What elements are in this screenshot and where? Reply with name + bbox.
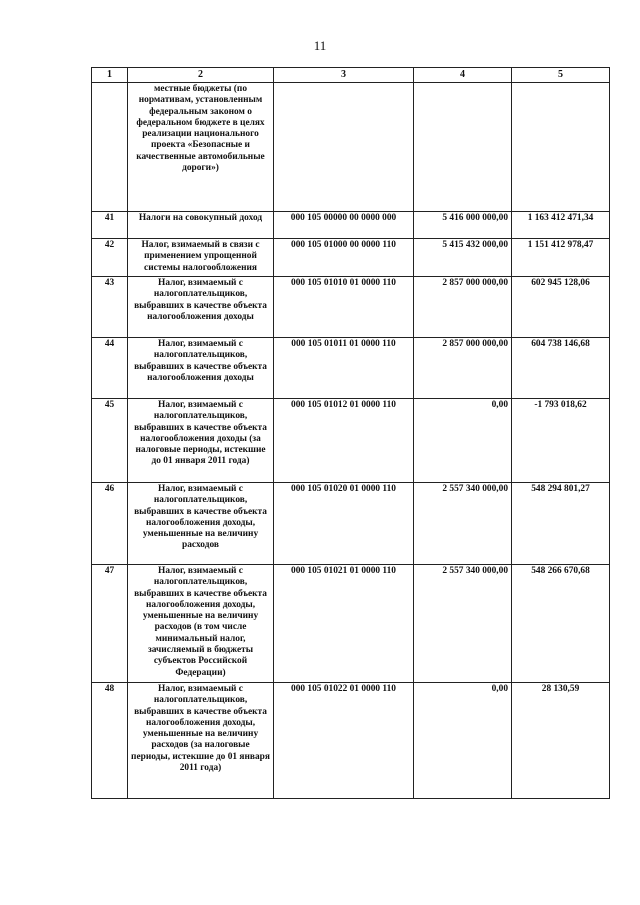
table-row — [92, 683, 610, 799]
row-actual-amount: 604 738 146,68 — [512, 338, 610, 399]
row-number: 46 — [92, 483, 128, 565]
table-row — [92, 212, 610, 239]
row-description: Налоги на совокупный доход — [128, 212, 274, 239]
row-code: 000 105 01022 01 0000 110 — [274, 683, 414, 799]
table-row — [92, 483, 610, 565]
row-number: 43 — [92, 277, 128, 338]
row-actual-amount: 548 266 670,68 — [512, 565, 610, 683]
row-actual-amount: 602 945 128,06 — [512, 277, 610, 338]
row-actual-amount: 1 151 412 978,47 — [512, 239, 610, 277]
row-description: Налог, взимаемый в связи с применением упрощенной системы налогообложения — [128, 239, 274, 277]
row-description: Налог, взимаемый с налогоплательщиков, выбравших в качестве объекта налогообложения доходы (за налоговые периоды, истекшие до 01 января 2011 года) — [128, 399, 274, 483]
row-number: 45 — [92, 399, 128, 483]
budget-table — [91, 67, 610, 799]
row-number — [92, 83, 128, 212]
row-actual-amount — [512, 83, 610, 212]
column-header-3: 3 — [274, 68, 414, 83]
row-code: 000 105 01021 01 0000 110 — [274, 565, 414, 683]
row-description: Налог, взимаемый с налогоплательщиков, выбравших в качестве объекта налогообложения доходы — [128, 338, 274, 399]
row-plan-amount: 0,00 — [414, 399, 512, 483]
page-number: 11 — [313, 38, 327, 53]
row-code: 000 105 01020 01 0000 110 — [274, 483, 414, 565]
row-plan-amount: 5 415 432 000,00 — [414, 239, 512, 277]
table-row — [92, 277, 610, 338]
table-row — [92, 565, 610, 683]
row-plan-amount: 2 857 000 000,00 — [414, 277, 512, 338]
row-actual-amount: 1 163 412 471,34 — [512, 212, 610, 239]
row-actual-amount: 28 130,59 — [512, 683, 610, 799]
row-code — [274, 83, 414, 212]
column-header-4: 4 — [414, 68, 512, 83]
row-code: 000 105 01012 01 0000 110 — [274, 399, 414, 483]
row-number: 41 — [92, 212, 128, 239]
row-code: 000 105 01010 01 0000 110 — [274, 277, 414, 338]
row-number: 44 — [92, 338, 128, 399]
table-row — [92, 239, 610, 277]
row-description: местные бюджеты (по нормативам, установленным федеральным законом о федеральном бюджете в целях реализации национального проекта «Безопасные и качественные автомобильные дороги») — [128, 83, 274, 212]
row-plan-amount: 0,00 — [414, 683, 512, 799]
row-plan-amount: 2 557 340 000,00 — [414, 483, 512, 565]
row-code: 000 105 01011 01 0000 110 — [274, 338, 414, 399]
row-code: 000 105 00000 00 0000 000 — [274, 212, 414, 239]
row-plan-amount: 2 557 340 000,00 — [414, 565, 512, 683]
table-row — [92, 338, 610, 399]
row-description: Налог, взимаемый с налогоплательщиков, выбравших в качестве объекта налогообложения доходы, уменьшенные на величину расходов (за налоговые периоды, истекшие до 01 января 2011 года) — [128, 683, 274, 799]
table-header-row — [92, 68, 610, 83]
row-actual-amount: -1 793 018,62 — [512, 399, 610, 483]
column-header-2: 2 — [128, 68, 274, 83]
row-description: Налог, взимаемый с налогоплательщиков, выбравших в качестве объекта налогообложения доходы — [128, 277, 274, 338]
row-number: 47 — [92, 565, 128, 683]
row-number: 42 — [92, 239, 128, 277]
table-row-continuation — [92, 83, 610, 212]
row-plan-amount: 2 857 000 000,00 — [414, 338, 512, 399]
row-number: 48 — [92, 683, 128, 799]
column-header-5: 5 — [512, 68, 610, 83]
row-description: Налог, взимаемый с налогоплательщиков, выбравших в качестве объекта налогообложения доходы, уменьшенные на величину расходов — [128, 483, 274, 565]
table-row — [92, 399, 610, 483]
row-plan-amount — [414, 83, 512, 212]
row-plan-amount: 5 416 000 000,00 — [414, 212, 512, 239]
column-header-1: 1 — [92, 68, 128, 83]
row-code: 000 105 01000 00 0000 110 — [274, 239, 414, 277]
row-actual-amount: 548 294 801,27 — [512, 483, 610, 565]
row-description: Налог, взимаемый с налогоплательщиков, выбравших в качестве объекта налогообложения доходы, уменьшенные на величину расходов (в том числе минимальный налог, зачисляемый в бюджеты субъектов Российской Федерации) — [128, 565, 274, 683]
